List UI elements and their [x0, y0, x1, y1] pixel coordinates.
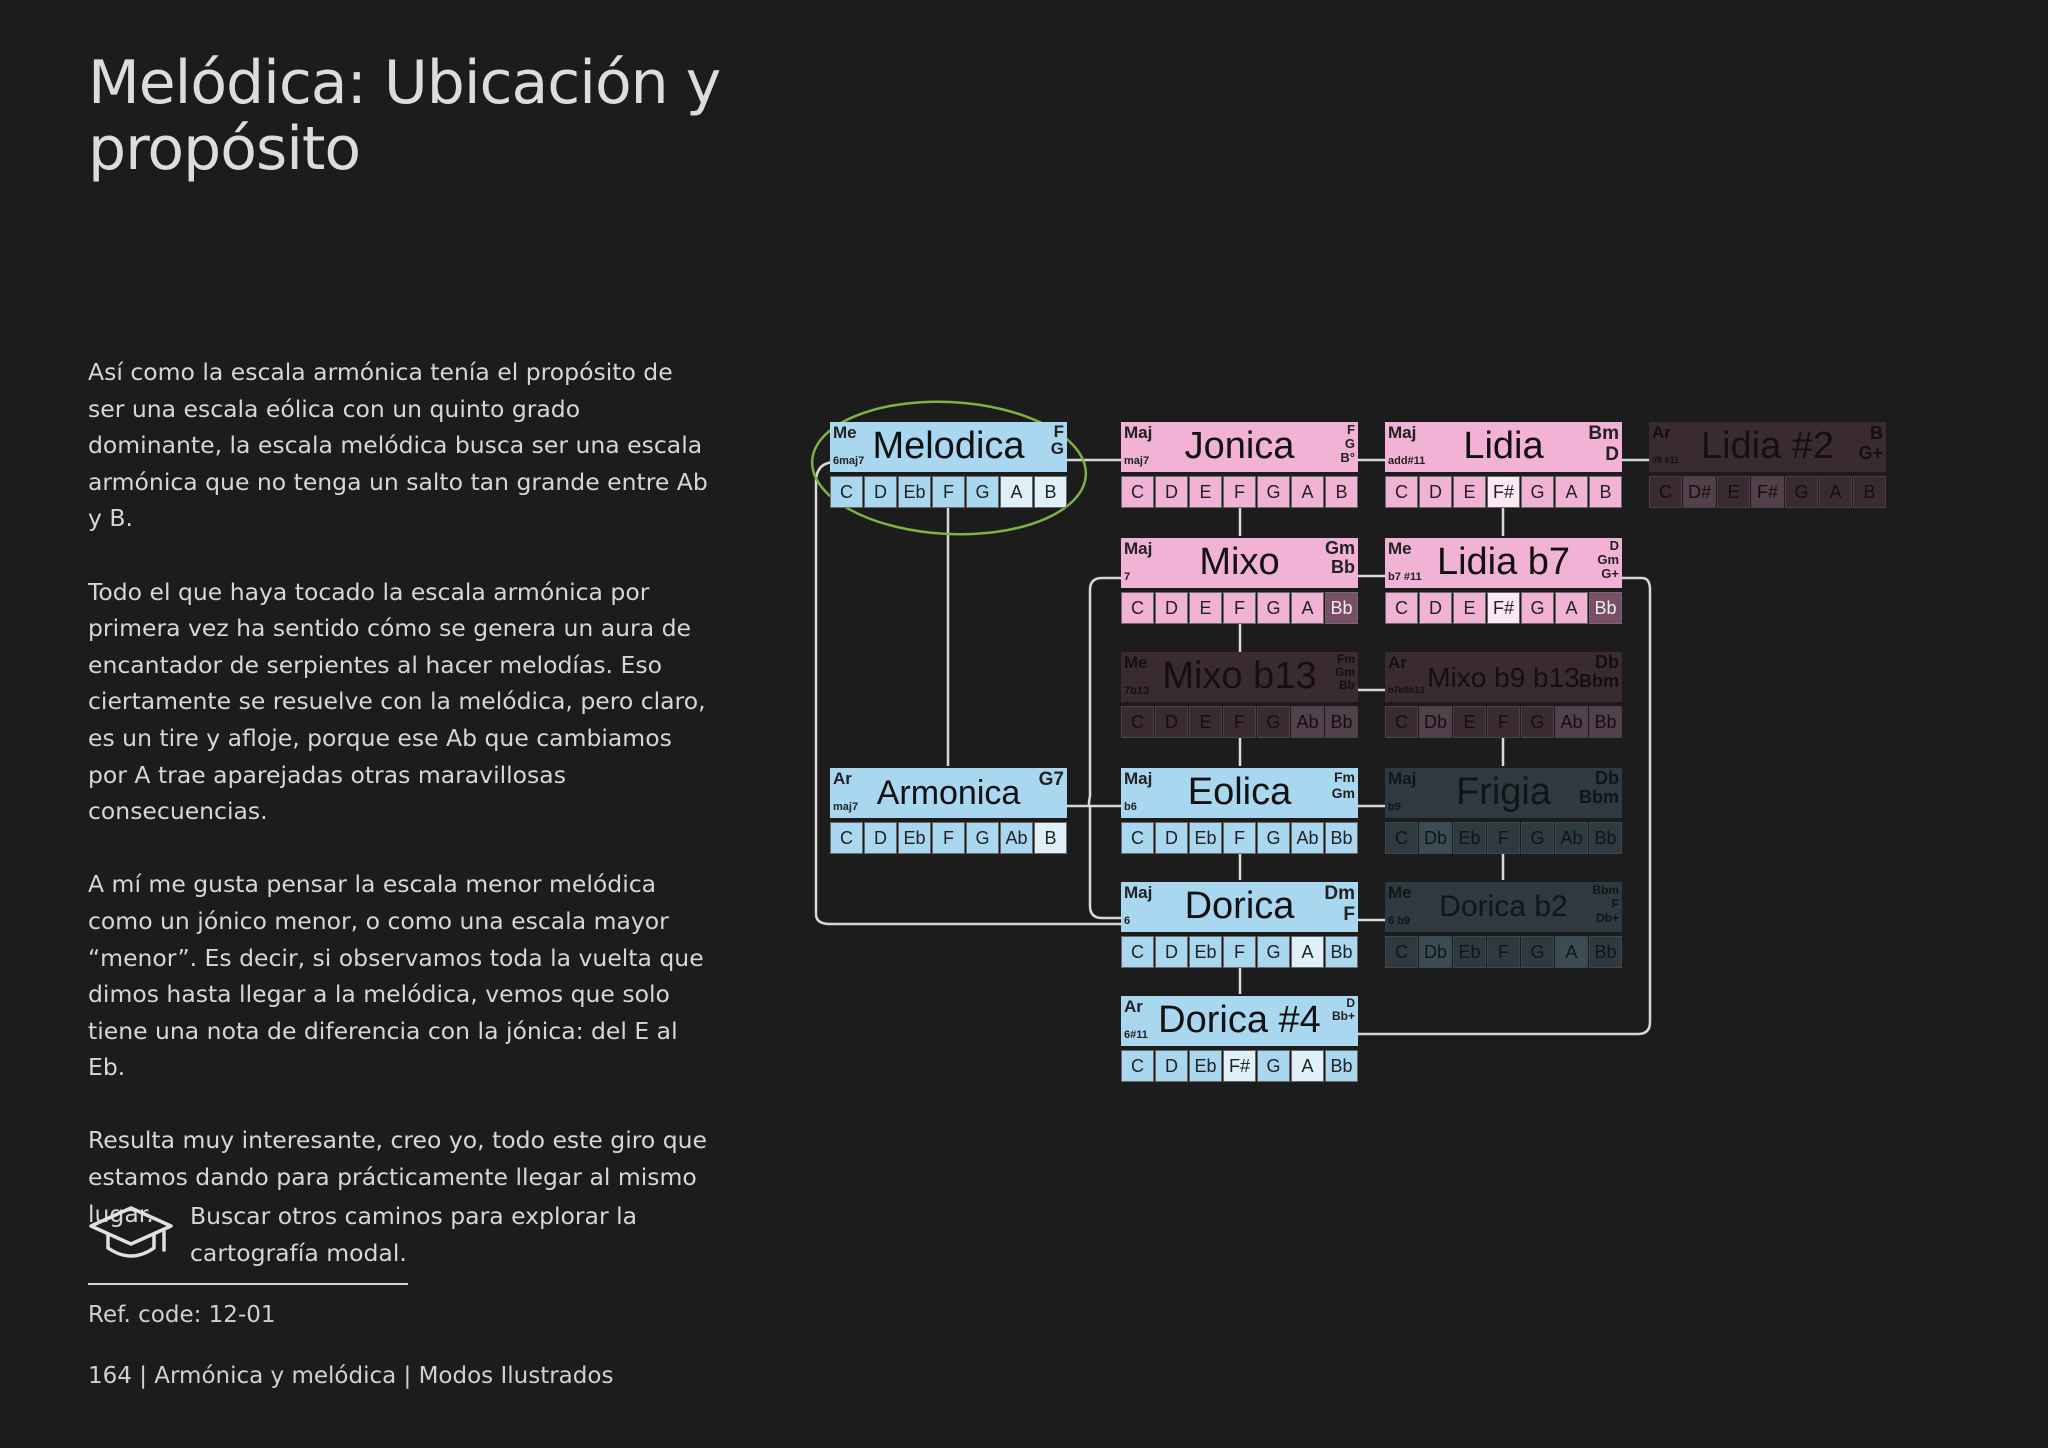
note-row — [1385, 822, 1622, 854]
note-row — [1121, 1050, 1358, 1082]
mode-chords: D Gm G+ — [1597, 538, 1619, 581]
note: A — [1819, 476, 1852, 508]
mode-card-dorica-4 — [1121, 996, 1358, 1082]
note: G — [1521, 476, 1554, 508]
mode-formula: b7 #11 — [1388, 571, 1422, 583]
note: A — [1291, 476, 1324, 508]
note: F# — [1487, 592, 1520, 624]
tip-box — [88, 1198, 708, 1288]
note: F — [1223, 822, 1256, 854]
mode-family: Maj — [1124, 769, 1153, 788]
note: D — [1419, 592, 1452, 624]
note: C — [1649, 476, 1682, 508]
note: G — [1785, 476, 1818, 508]
mode-chords: Bbm F Db+ — [1592, 883, 1619, 925]
mode-formula: b7b9b13 — [1388, 685, 1425, 695]
note: G — [1257, 706, 1290, 738]
mode-chords: Bm D — [1588, 423, 1619, 465]
mode-family: Maj — [1124, 423, 1153, 442]
note: A — [1291, 936, 1324, 968]
note: Db — [1419, 936, 1452, 968]
note-row — [1385, 476, 1622, 508]
mode-formula: b6 — [1124, 801, 1137, 813]
mode-name: Mixo b13 — [1162, 655, 1317, 697]
mode-card-dorica — [1121, 882, 1358, 968]
note: Eb — [898, 822, 931, 854]
mode-chords: Fm Gm Bb — [1334, 652, 1355, 692]
mode-chords: F G B° — [1340, 422, 1355, 465]
note: E — [1189, 476, 1222, 508]
mode-chords: B G+ — [1858, 423, 1883, 463]
note: Bb — [1325, 936, 1358, 968]
note: B — [1034, 476, 1067, 508]
mode-name: Mixo — [1199, 541, 1280, 583]
modal-map-diagram — [790, 390, 1910, 1100]
mode-card-frigia — [1385, 768, 1622, 854]
note: A — [1555, 476, 1588, 508]
tip-text: Buscar otros caminos para explorar la cartografía modal. — [190, 1202, 638, 1267]
note: G — [966, 822, 999, 854]
mode-name: Lidia #2 — [1700, 425, 1835, 467]
note: Eb — [898, 476, 931, 508]
note: B — [1853, 476, 1886, 508]
note: Eb — [1453, 822, 1486, 854]
mode-formula: 6 — [1124, 915, 1131, 927]
mode-family: Me — [1388, 883, 1412, 902]
mode-chords: G7 — [1038, 769, 1064, 790]
mode-formula: 7b13 — [1124, 685, 1150, 697]
mode-family: Maj — [1124, 539, 1153, 558]
note: C — [830, 476, 863, 508]
note: Ab — [1291, 822, 1324, 854]
mode-chords: Dm F — [1324, 883, 1355, 925]
mode-formula: add#11 — [1388, 455, 1426, 467]
note: Bb — [1589, 936, 1622, 968]
note: Bb — [1325, 1050, 1358, 1082]
note: C — [1385, 706, 1418, 738]
paragraph: Así como la escala armónica tenía el propósito de ser una escala eólica con un quinto grado dominante, la escala melódica busca ser una escala armónica que no tenga un salto tan grande entre Ab y B. — [88, 358, 708, 533]
note-row — [1385, 936, 1622, 968]
note-row — [1121, 822, 1358, 854]
note: E — [1189, 706, 1222, 738]
note: G — [1521, 706, 1554, 738]
note: E — [1453, 706, 1486, 738]
note: Db — [1419, 706, 1452, 738]
note: C — [1121, 936, 1154, 968]
mode-name: Mixo b9 b13 — [1427, 662, 1580, 693]
mode-family: Me — [833, 423, 857, 442]
note: A — [1555, 936, 1588, 968]
note: F — [932, 476, 965, 508]
note: G — [1521, 822, 1554, 854]
mode-family: Maj — [1124, 883, 1153, 902]
note: D# — [1683, 476, 1716, 508]
note: E — [1453, 476, 1486, 508]
note: C — [1121, 476, 1154, 508]
mode-chords: Gm Bb — [1324, 538, 1355, 577]
note: D — [864, 822, 897, 854]
note-row — [830, 476, 1067, 508]
note: B — [1325, 476, 1358, 508]
mode-card-mixo-b13 — [1121, 652, 1358, 738]
mode-family: Ar — [833, 769, 852, 788]
note: B — [1034, 822, 1067, 854]
note-row — [1121, 476, 1358, 508]
note: D — [1155, 476, 1188, 508]
paragraph: Todo el que haya tocado la escala armónica por primera vez ha sentido cómo se genera un aura de encantador de serpientes al hacer melodías. Eso ciertamente se resuelve con la melódica, pero claro, es un tire y afloje, porque ese Ab que cambiamos por A trae aparejadas otras maravillosas consecuencias. — [88, 577, 706, 826]
mode-name: Lidia b7 — [1436, 541, 1571, 583]
note: C — [1385, 936, 1418, 968]
note: Bb — [1325, 592, 1358, 624]
note: C — [1121, 706, 1154, 738]
mode-card-mixo — [1121, 538, 1358, 624]
note: A — [1291, 1050, 1324, 1082]
note: C — [1385, 822, 1418, 854]
note: Ab — [1555, 822, 1588, 854]
graduation-cap-icon — [88, 1204, 174, 1266]
note-row — [1385, 706, 1622, 738]
mode-card-melodica — [830, 422, 1067, 508]
note: E — [1717, 476, 1750, 508]
note: D — [1155, 592, 1188, 624]
note: F — [932, 822, 965, 854]
note: F — [1223, 936, 1256, 968]
divider — [88, 1283, 408, 1285]
note: Eb — [1189, 1050, 1222, 1082]
note: C — [1121, 822, 1154, 854]
mode-name: Eolica — [1187, 771, 1292, 813]
mode-family: Ar — [1652, 423, 1671, 442]
note: Bb — [1325, 822, 1358, 854]
note: Eb — [1453, 936, 1486, 968]
note-row — [1649, 476, 1886, 508]
mode-chords: F G — [1050, 422, 1064, 458]
mode-card-dorica-b2 — [1385, 882, 1622, 968]
note: C — [1121, 592, 1154, 624]
mode-formula: 6maj7 — [833, 455, 865, 467]
mode-name: Lidia — [1463, 425, 1544, 467]
mode-chords: D Bb+ — [1331, 996, 1355, 1023]
mode-formula: 7 — [1124, 571, 1131, 583]
note: D — [1155, 1050, 1188, 1082]
mode-name: Melodica — [872, 425, 1025, 467]
mode-chords: Db Bbm — [1579, 768, 1619, 807]
mode-name: Armonica — [876, 774, 1021, 812]
note: G — [1257, 822, 1290, 854]
note: E — [1189, 592, 1222, 624]
mode-family: Ar — [1124, 997, 1143, 1016]
note: G — [1257, 592, 1290, 624]
mode-family: Me — [1124, 653, 1148, 672]
mode-name: Dorica — [1184, 885, 1295, 927]
note: C — [1385, 476, 1418, 508]
note: C — [1121, 1050, 1154, 1082]
note: Db — [1419, 822, 1452, 854]
note: Bb — [1589, 706, 1622, 738]
mode-family: Maj — [1388, 423, 1417, 442]
note: D — [1155, 822, 1188, 854]
mode-name: Dorica b2 — [1439, 890, 1568, 923]
ref-code: Ref. code: 12-01 — [88, 1302, 276, 1328]
mode-formula: maj7 — [1124, 455, 1150, 467]
mode-card-lidia-b7 — [1385, 538, 1622, 624]
mode-formula: #9 #11 — [1652, 455, 1680, 465]
mode-chords: Db Bbm — [1579, 652, 1619, 691]
note: C — [1385, 592, 1418, 624]
note: Ab — [1000, 822, 1033, 854]
note: F — [1223, 476, 1256, 508]
note: D — [1155, 936, 1188, 968]
body-text — [88, 354, 708, 1269]
note: D — [864, 476, 897, 508]
note-row — [1121, 592, 1358, 624]
mode-formula: maj7 — [833, 801, 859, 813]
note: F — [1223, 592, 1256, 624]
note-row — [1121, 936, 1358, 968]
note: Bb — [1589, 822, 1622, 854]
mode-card-mixo-b9-b13 — [1385, 652, 1622, 738]
note: A — [1291, 592, 1324, 624]
note: F — [1487, 936, 1520, 968]
note: G — [1257, 1050, 1290, 1082]
mode-card-jonica — [1121, 422, 1358, 508]
mode-name: Jonica — [1184, 425, 1295, 467]
mode-family: Maj — [1388, 769, 1417, 788]
mode-card-eolica — [1121, 768, 1358, 854]
note-row — [1385, 592, 1622, 624]
note: Bb — [1589, 592, 1622, 624]
note: Bb — [1325, 706, 1358, 738]
paragraph: A mí me gusta pensar la escala menor melódica como un jónico menor, o como una escala mayor “menor”. Es decir, si observamos toda la vuelta que dimos hasta llegar a la melódica, vemos que solo tiene una nota de diferencia con la jónica: del E al Eb. — [88, 870, 704, 1082]
mode-chords: Fm Gm — [1331, 769, 1355, 801]
note: G — [966, 476, 999, 508]
note: C — [830, 822, 863, 854]
mode-card-armonica — [830, 768, 1067, 854]
mode-formula: 6 b9 — [1388, 915, 1411, 927]
mode-formula: b9 — [1388, 801, 1401, 813]
note: Ab — [1555, 706, 1588, 738]
note: G — [1521, 592, 1554, 624]
note: F — [1487, 706, 1520, 738]
note: F — [1487, 822, 1520, 854]
note: G — [1257, 476, 1290, 508]
note: F — [1223, 706, 1256, 738]
note: G — [1521, 936, 1554, 968]
note-row — [1121, 706, 1358, 738]
note: Eb — [1189, 936, 1222, 968]
note: F# — [1751, 476, 1784, 508]
mode-family: Me — [1388, 539, 1412, 558]
note: F# — [1487, 476, 1520, 508]
mode-family: Ar — [1388, 653, 1407, 672]
note: F# — [1223, 1050, 1256, 1082]
note-row — [830, 822, 1067, 854]
mode-name: Dorica #4 — [1158, 999, 1321, 1041]
paragraph: Resulta muy interesante, creo yo, todo este giro que estamos dando para prácticamente llegar al mismo lugar. — [88, 1126, 707, 1228]
note: Ab — [1291, 706, 1324, 738]
note: A — [1555, 592, 1588, 624]
mode-name: Frigia — [1455, 771, 1552, 813]
page-title: Melódica: Ubicación y propósito — [88, 48, 721, 184]
note: B — [1589, 476, 1622, 508]
mode-card-lidia-2 — [1649, 422, 1886, 508]
mode-formula: 6#11 — [1124, 1029, 1148, 1041]
note: A — [1000, 476, 1033, 508]
page-footer: 164 | Armónica y melódica | Modos Ilustrados — [88, 1363, 614, 1389]
mode-card-lidia — [1385, 422, 1622, 508]
note: G — [1257, 936, 1290, 968]
note: Eb — [1189, 822, 1222, 854]
note: E — [1453, 592, 1486, 624]
note: D — [1155, 706, 1188, 738]
note: D — [1419, 476, 1452, 508]
